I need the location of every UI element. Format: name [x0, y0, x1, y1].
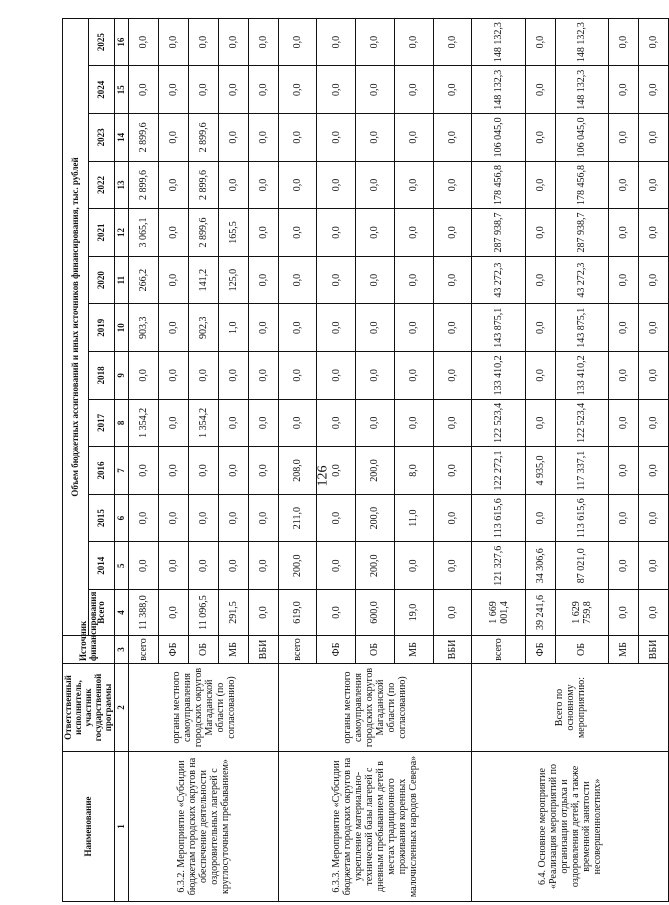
- year-value: 0,0: [433, 494, 472, 542]
- funding-source: ФБ: [317, 636, 356, 664]
- year-value: 0,0: [317, 352, 356, 400]
- year-value: 0,0: [525, 399, 555, 447]
- year-value: 148 132,3: [472, 18, 525, 66]
- year-value: 0,0: [525, 256, 555, 304]
- year-value: 2 899,6: [189, 209, 219, 257]
- total-value: 0,0: [433, 590, 472, 636]
- year-value: 0,0: [356, 304, 395, 352]
- year-value: 0,0: [638, 161, 668, 209]
- year-value: 1 354,2: [189, 399, 219, 447]
- year-value: 0,0: [433, 542, 472, 590]
- year-value: 0,0: [394, 114, 433, 162]
- index-cell: 8: [115, 399, 129, 447]
- year-value: 0,0: [317, 114, 356, 162]
- funding-source: ВБИ: [638, 636, 668, 664]
- index-cell: 9: [115, 352, 129, 400]
- table-body: [129, 18, 668, 901]
- year-value: 0,0: [608, 256, 638, 304]
- year-value: 0,0: [608, 18, 638, 66]
- year-value: 165,5: [218, 209, 248, 257]
- header-year: 2019: [89, 304, 115, 352]
- year-value: 0,0: [608, 66, 638, 114]
- year-value: 0,0: [394, 399, 433, 447]
- total-value: 1 629 759,8: [555, 590, 608, 636]
- year-value: 117 337,1: [555, 447, 608, 495]
- year-value: 0,0: [248, 447, 278, 495]
- index-cell: 10: [115, 304, 129, 352]
- year-value: 0,0: [218, 114, 248, 162]
- year-value: 0,0: [638, 399, 668, 447]
- funding-source: ВБИ: [248, 636, 278, 664]
- year-value: 0,0: [394, 256, 433, 304]
- year-value: 0,0: [218, 66, 248, 114]
- year-value: 0,0: [525, 494, 555, 542]
- funding-source: ФБ: [525, 636, 555, 664]
- year-value: 43 272,3: [555, 256, 608, 304]
- year-value: 0,0: [433, 209, 472, 257]
- year-value: 287 938,7: [472, 209, 525, 257]
- year-value: 0,0: [159, 352, 189, 400]
- total-value: 0,0: [608, 590, 638, 636]
- funding-source: МБ: [394, 636, 433, 664]
- year-value: 3 065,1: [129, 209, 159, 257]
- activity-name: 6.3.3. Мероприятие «Субсидии бюджетам городских округов на укрепление материально-технической базы лагерей с дневным пребыванием детей в местах традиционного проживания коренных малочисленных народов Севера»: [278, 752, 472, 902]
- year-value: 0,0: [129, 494, 159, 542]
- year-value: 0,0: [317, 304, 356, 352]
- header-name: Наименование: [63, 752, 115, 902]
- index-cell: 6: [115, 494, 129, 542]
- year-value: 903,3: [129, 304, 159, 352]
- year-value: 178 456,8: [555, 161, 608, 209]
- year-value: 0,0: [394, 161, 433, 209]
- year-value: 148 132,3: [555, 66, 608, 114]
- year-value: 34 306,6: [525, 542, 555, 590]
- responsible-executor: органы местного самоуправления городских округов Магаданской области (по согласованию): [278, 664, 472, 752]
- year-value: 0,0: [317, 399, 356, 447]
- funding-source: ОБ: [356, 636, 395, 664]
- year-value: 0,0: [159, 256, 189, 304]
- year-value: 143 875,1: [472, 304, 525, 352]
- year-value: 0,0: [248, 114, 278, 162]
- activity-name: 6.4. Основное мероприятие «Реализация мероприятий по организации отдыха и оздоровления детей, а также временной занятости несовершеннолетних»: [472, 752, 668, 902]
- year-value: 0,0: [608, 304, 638, 352]
- year-value: 0,0: [433, 18, 472, 66]
- year-value: 122 272,1: [472, 447, 525, 495]
- year-value: 0,0: [317, 161, 356, 209]
- header-row-1: [63, 18, 89, 901]
- year-value: 0,0: [218, 542, 248, 590]
- year-value: 141,2: [189, 256, 219, 304]
- year-value: 0,0: [248, 494, 278, 542]
- index-cell: 13: [115, 161, 129, 209]
- year-value: 0,0: [129, 447, 159, 495]
- total-value: 0,0: [159, 590, 189, 636]
- year-value: 0,0: [638, 352, 668, 400]
- year-value: 0,0: [218, 161, 248, 209]
- rotated-table-wrapper: [62, 18, 659, 902]
- year-value: 0,0: [433, 447, 472, 495]
- year-value: 0,0: [159, 114, 189, 162]
- year-value: 0,0: [218, 447, 248, 495]
- year-value: 0,0: [525, 161, 555, 209]
- year-value: 0,0: [317, 542, 356, 590]
- year-value: 0,0: [218, 352, 248, 400]
- header-funding: Объем бюджетных ассигнований и иных источников финансирования, тыс. рублей: [63, 18, 89, 635]
- header-total: Всего: [89, 590, 115, 636]
- responsible-executor: органы местного самоуправления городских округов Магаданской области (по согласованию): [129, 664, 278, 752]
- year-value: 0,0: [159, 494, 189, 542]
- year-value: 0,0: [189, 66, 219, 114]
- year-value: 0,0: [394, 542, 433, 590]
- year-value: 0,0: [356, 209, 395, 257]
- total-value: 11 096,5: [189, 590, 219, 636]
- year-value: 0,0: [356, 161, 395, 209]
- header-year: 2020: [89, 256, 115, 304]
- total-value: 619,0: [278, 590, 317, 636]
- index-cell: 12: [115, 209, 129, 257]
- year-value: 0,0: [248, 352, 278, 400]
- total-value: 1 669 001,4: [472, 590, 525, 636]
- year-value: 0,0: [317, 18, 356, 66]
- year-value: 0,0: [278, 256, 317, 304]
- activity-name: 6.3.2. Мероприятие «Субсидии бюджетам городских округов на обеспечение деятельности оздоровительных лагерей с круглосуточным пребыванием»: [129, 752, 278, 902]
- year-value: 200,0: [356, 542, 395, 590]
- year-value: 0,0: [159, 447, 189, 495]
- year-value: 0,0: [129, 66, 159, 114]
- year-value: 1,0: [218, 304, 248, 352]
- year-value: 0,0: [433, 352, 472, 400]
- header-source: Источник финансирования: [63, 636, 115, 664]
- header-year: 2024: [89, 66, 115, 114]
- year-value: 208,0: [278, 447, 317, 495]
- funding-source: ОБ: [555, 636, 608, 664]
- year-value: 0,0: [608, 542, 638, 590]
- year-value: 0,0: [159, 209, 189, 257]
- total-value: 0,0: [248, 590, 278, 636]
- year-value: 0,0: [638, 304, 668, 352]
- year-value: 0,0: [248, 304, 278, 352]
- index-cell: 4: [115, 590, 129, 636]
- year-value: 113 615,6: [555, 494, 608, 542]
- header-year: 2014: [89, 542, 115, 590]
- index-cell: 5: [115, 542, 129, 590]
- year-value: 0,0: [129, 352, 159, 400]
- year-value: 0,0: [278, 304, 317, 352]
- index-cell: 11: [115, 256, 129, 304]
- year-value: 0,0: [189, 447, 219, 495]
- year-value: 0,0: [638, 542, 668, 590]
- header-year: 2021: [89, 209, 115, 257]
- year-value: 0,0: [159, 304, 189, 352]
- year-value: 0,0: [356, 256, 395, 304]
- year-value: 2 899,6: [129, 161, 159, 209]
- year-value: 122 523,4: [555, 399, 608, 447]
- header-year: 2016: [89, 447, 115, 495]
- funding-source: ВБИ: [433, 636, 472, 664]
- year-value: 0,0: [159, 161, 189, 209]
- year-value: 0,0: [278, 18, 317, 66]
- year-value: 0,0: [356, 114, 395, 162]
- index-row: [115, 18, 129, 901]
- year-value: 0,0: [129, 18, 159, 66]
- funding-source: ОБ: [189, 636, 219, 664]
- year-value: 4 935,0: [525, 447, 555, 495]
- year-value: 211,0: [278, 494, 317, 542]
- year-value: 0,0: [608, 161, 638, 209]
- header-year: 2022: [89, 161, 115, 209]
- year-value: 0,0: [394, 304, 433, 352]
- year-value: 200,0: [356, 447, 395, 495]
- year-value: 0,0: [394, 18, 433, 66]
- year-value: 0,0: [189, 542, 219, 590]
- table-row: [129, 18, 159, 901]
- index-cell: 7: [115, 447, 129, 495]
- total-value: 600,0: [356, 590, 395, 636]
- year-value: 0,0: [525, 66, 555, 114]
- year-value: 0,0: [189, 494, 219, 542]
- index-cell: 1: [115, 752, 129, 902]
- year-value: 0,0: [218, 494, 248, 542]
- year-value: 0,0: [525, 114, 555, 162]
- year-value: 0,0: [433, 66, 472, 114]
- year-value: 0,0: [248, 542, 278, 590]
- year-value: 0,0: [433, 114, 472, 162]
- year-value: 0,0: [356, 18, 395, 66]
- year-value: 0,0: [608, 209, 638, 257]
- year-value: 0,0: [525, 304, 555, 352]
- year-value: 0,0: [433, 161, 472, 209]
- year-value: 11,0: [394, 494, 433, 542]
- year-value: 0,0: [317, 494, 356, 542]
- year-value: 8,0: [394, 447, 433, 495]
- table-row: [278, 18, 317, 901]
- funding-source: всего: [278, 636, 317, 664]
- year-value: 266,2: [129, 256, 159, 304]
- year-value: 0,0: [638, 66, 668, 114]
- year-value: 0,0: [317, 256, 356, 304]
- year-value: 87 021,0: [555, 542, 608, 590]
- year-value: 0,0: [189, 352, 219, 400]
- year-value: 121 327,6: [472, 542, 525, 590]
- year-value: 148 132,3: [555, 18, 608, 66]
- year-value: 0,0: [608, 114, 638, 162]
- year-value: 143 875,1: [555, 304, 608, 352]
- year-value: 0,0: [218, 399, 248, 447]
- year-value: 287 938,7: [555, 209, 608, 257]
- year-value: 0,0: [317, 66, 356, 114]
- year-value: 106 045,0: [555, 114, 608, 162]
- year-value: 2 899,6: [189, 161, 219, 209]
- year-value: 0,0: [608, 352, 638, 400]
- index-cell: 15: [115, 66, 129, 114]
- table-row: [472, 18, 525, 901]
- year-value: 0,0: [248, 399, 278, 447]
- year-value: 122 523,4: [472, 399, 525, 447]
- year-value: 0,0: [218, 18, 248, 66]
- year-value: 1 354,2: [129, 399, 159, 447]
- year-value: 0,0: [638, 18, 668, 66]
- year-value: 0,0: [189, 18, 219, 66]
- year-value: 0,0: [159, 66, 189, 114]
- index-cell: 16: [115, 18, 129, 66]
- funding-source: всего: [129, 636, 159, 664]
- year-value: 0,0: [248, 209, 278, 257]
- year-value: 0,0: [356, 399, 395, 447]
- year-value: 0,0: [248, 66, 278, 114]
- page-number: 126: [315, 465, 331, 487]
- year-value: 0,0: [278, 352, 317, 400]
- year-value: 113 615,6: [472, 494, 525, 542]
- year-value: 133 410,2: [472, 352, 525, 400]
- year-value: 0,0: [248, 161, 278, 209]
- header-year: 2018: [89, 352, 115, 400]
- year-value: 2 899,6: [129, 114, 159, 162]
- header-year: 2023: [89, 114, 115, 162]
- year-value: 0,0: [433, 399, 472, 447]
- year-value: 0,0: [278, 399, 317, 447]
- year-value: 0,0: [278, 161, 317, 209]
- year-value: 0,0: [608, 447, 638, 495]
- year-value: 0,0: [638, 209, 668, 257]
- year-value: 0,0: [638, 447, 668, 495]
- year-value: 0,0: [159, 542, 189, 590]
- year-value: 43 272,3: [472, 256, 525, 304]
- year-value: 200,0: [356, 494, 395, 542]
- year-value: 0,0: [525, 352, 555, 400]
- funding-source: МБ: [608, 636, 638, 664]
- total-value: 39 241,6: [525, 590, 555, 636]
- year-value: 0,0: [608, 494, 638, 542]
- year-value: 0,0: [278, 114, 317, 162]
- year-value: 0,0: [317, 447, 356, 495]
- responsible-executor: Всего по основному мероприятию:: [472, 664, 668, 752]
- year-value: 106 045,0: [472, 114, 525, 162]
- year-value: 0,0: [248, 18, 278, 66]
- year-value: 178 456,8: [472, 161, 525, 209]
- index-cell: 3: [115, 636, 129, 664]
- total-value: 291,5: [218, 590, 248, 636]
- total-value: 0,0: [317, 590, 356, 636]
- year-value: 902,3: [189, 304, 219, 352]
- year-value: 0,0: [394, 209, 433, 257]
- year-value: 0,0: [433, 256, 472, 304]
- year-value: 0,0: [394, 352, 433, 400]
- year-value: 0,0: [248, 256, 278, 304]
- index-cell: 14: [115, 114, 129, 162]
- year-value: 0,0: [356, 352, 395, 400]
- year-value: 200,0: [278, 542, 317, 590]
- year-value: 0,0: [433, 304, 472, 352]
- total-value: 0,0: [638, 590, 668, 636]
- year-value: 0,0: [129, 542, 159, 590]
- year-value: 148 132,3: [472, 66, 525, 114]
- year-value: 0,0: [638, 114, 668, 162]
- header-year: 2015: [89, 494, 115, 542]
- header-year: 2017: [89, 399, 115, 447]
- year-value: 0,0: [608, 399, 638, 447]
- year-value: 0,0: [638, 494, 668, 542]
- year-value: 125,0: [218, 256, 248, 304]
- funding-source: ФБ: [159, 636, 189, 664]
- funding-table: [62, 18, 669, 902]
- year-value: 0,0: [159, 399, 189, 447]
- index-cell: 2: [115, 664, 129, 752]
- year-value: 0,0: [159, 18, 189, 66]
- total-value: 19,0: [394, 590, 433, 636]
- year-value: 0,0: [278, 66, 317, 114]
- year-value: 0,0: [356, 66, 395, 114]
- header-year: 2025: [89, 18, 115, 66]
- year-value: 133 410,2: [555, 352, 608, 400]
- year-value: 2 899,6: [189, 114, 219, 162]
- header-responsible: Ответственный исполнитель, участник государственной программы: [63, 664, 115, 752]
- funding-source: всего: [472, 636, 525, 664]
- funding-source: МБ: [218, 636, 248, 664]
- year-value: 0,0: [394, 66, 433, 114]
- year-value: 0,0: [278, 209, 317, 257]
- year-value: 0,0: [317, 209, 356, 257]
- year-value: 0,0: [525, 209, 555, 257]
- year-value: 0,0: [638, 256, 668, 304]
- year-value: 0,0: [525, 18, 555, 66]
- total-value: 11 388,0: [129, 590, 159, 636]
